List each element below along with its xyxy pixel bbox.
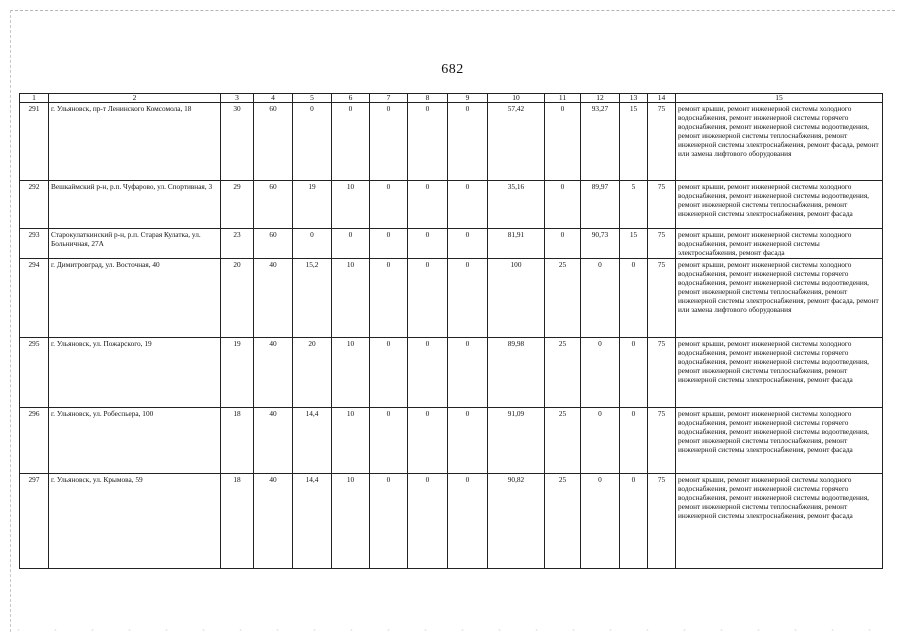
table-row [20,474,883,569]
table-row [20,103,883,181]
numeric-cell: 0 [620,474,648,569]
numeric-cell: 18 [221,474,254,569]
numeric-cell: 0 [620,408,648,474]
numeric-cell: 57,42 [488,103,545,181]
column-header: 9 [448,94,488,103]
column-header: 1 [20,94,49,103]
numeric-cell: 19 [293,181,332,229]
numeric-cell: 60 [254,181,293,229]
header-row [20,94,883,103]
table-row [20,259,883,338]
column-header: 15 [676,94,883,103]
column-header: 8 [408,94,448,103]
address-cell: г. Ульяновск, ул. Крымова, 59 [49,474,221,569]
numeric-cell: 14,4 [293,408,332,474]
numeric-cell: 90,73 [581,229,620,259]
works-list-cell: ремонт крыши, ремонт инженерной системы холодного водоснабжения, ремонт инженерной системы горячего водоснабжения, ремонт инженерной системы водоотведения, ремонт инженерной системы теплоснабжения, ремонт инженерной системы электроснабжения, ремонт фасада [676,474,883,569]
numeric-cell: 0 [408,474,448,569]
works-list-cell: ремонт крыши, ремонт инженерной системы холодного водоснабжения, ремонт инженерной системы горячего водоснабжения, ремонт инженерной системы водоотведения, ремонт инженерной системы теплоснабжения, ремонт инженерной системы электроснабжения, ремонт фасада, ремонт или замена лифтового оборудования [676,103,883,181]
numeric-cell: 19 [221,338,254,408]
numeric-cell: 0 [545,229,581,259]
numeric-cell: 40 [254,474,293,569]
numeric-cell: 0 [332,229,370,259]
row-number-cell: 294 [20,259,49,338]
column-header: 2 [49,94,221,103]
numeric-cell: 15 [620,229,648,259]
numeric-cell: 0 [332,103,370,181]
numeric-cell: 40 [254,408,293,474]
column-header: 6 [332,94,370,103]
numeric-cell: 0 [293,103,332,181]
column-header: 5 [293,94,332,103]
numeric-cell: 0 [370,408,408,474]
numeric-cell: 0 [370,103,408,181]
table-row [20,338,883,408]
numeric-cell: 75 [648,229,676,259]
column-header: 10 [488,94,545,103]
numeric-cell: 0 [448,259,488,338]
works-list-cell: ремонт крыши, ремонт инженерной системы холодного водоснабжения, ремонт инженерной системы водоотведения, ремонт инженерной системы теплоснабжения, ремонт инженерной системы электроснабжения, ремонт фасада [676,181,883,229]
works-list-cell: ремонт крыши, ремонт инженерной системы холодного водоснабжения, ремонт инженерной системы горячего водоснабжения, ремонт инженерной системы водоотведения, ремонт инженерной системы теплоснабжения, ремонт инженерной системы электроснабжения, ремонт фасада [676,408,883,474]
numeric-cell: 23 [221,229,254,259]
numeric-cell: 75 [648,338,676,408]
works-list-cell: ремонт крыши, ремонт инженерной системы холодного водоснабжения, ремонт инженерной системы горячего водоснабжения, ремонт инженерной системы водоотведения, ремонт инженерной системы теплоснабжения, ремонт инженерной системы электроснабжения, ремонт фасада, ремонт или замена лифтового оборудования [676,259,883,338]
numeric-cell: 0 [581,474,620,569]
numeric-cell: 29 [221,181,254,229]
table-row [20,229,883,259]
numeric-cell: 10 [332,474,370,569]
numeric-cell: 25 [545,338,581,408]
numeric-cell: 0 [408,181,448,229]
numeric-cell: 0 [370,474,408,569]
scan-noise [0,626,905,634]
numeric-cell: 75 [648,408,676,474]
works-list-cell: ремонт крыши, ремонт инженерной системы холодного водоснабжения, ремонт инженерной системы горячего водоснабжения, ремонт инженерной системы водоотведения, ремонт инженерной системы теплоснабжения, ремонт инженерной системы электроснабжения, ремонт фасада [676,338,883,408]
numeric-cell: 0 [545,103,581,181]
numeric-cell: 35,16 [488,181,545,229]
address-cell: г. Димитровград, ул. Восточная, 40 [49,259,221,338]
numeric-cell: 20 [293,338,332,408]
numeric-cell: 89,98 [488,338,545,408]
numeric-cell: 0 [448,474,488,569]
table-row [20,181,883,229]
numeric-cell: 25 [545,474,581,569]
row-number-cell: 297 [20,474,49,569]
numeric-cell: 25 [545,408,581,474]
numeric-cell: 10 [332,408,370,474]
table-row [20,408,883,474]
numeric-cell: 5 [620,181,648,229]
numeric-cell: 90,82 [488,474,545,569]
numeric-cell: 10 [332,338,370,408]
numeric-cell: 75 [648,103,676,181]
numeric-cell: 0 [293,229,332,259]
numeric-cell: 0 [408,259,448,338]
works-list-cell: ремонт крыши, ремонт инженерной системы холодного водоснабжения, ремонт инженерной системы электроснабжения, ремонт фасада [676,229,883,259]
column-header: 14 [648,94,676,103]
column-header: 4 [254,94,293,103]
row-number-cell: 295 [20,338,49,408]
numeric-cell: 0 [408,229,448,259]
numeric-cell: 75 [648,259,676,338]
numeric-cell: 100 [488,259,545,338]
numeric-cell: 0 [370,259,408,338]
numeric-cell: 0 [370,338,408,408]
column-header: 13 [620,94,648,103]
numeric-cell: 93,27 [581,103,620,181]
column-header: 12 [581,94,620,103]
column-header: 3 [221,94,254,103]
numeric-cell: 0 [370,229,408,259]
numeric-cell: 18 [221,408,254,474]
numeric-cell: 0 [620,338,648,408]
numeric-cell: 10 [332,259,370,338]
numeric-cell: 0 [581,259,620,338]
numeric-cell: 81,91 [488,229,545,259]
row-number-cell: 292 [20,181,49,229]
numeric-cell: 75 [648,474,676,569]
row-number-cell: 291 [20,103,49,181]
numeric-cell: 0 [448,338,488,408]
numeric-cell: 40 [254,259,293,338]
numeric-cell: 20 [221,259,254,338]
numeric-cell: 40 [254,338,293,408]
numeric-cell: 89,97 [581,181,620,229]
row-number-cell: 296 [20,408,49,474]
address-cell: г. Ульяновск, пр-т Ленинского Комсомола, 18 [49,103,221,181]
row-number-cell: 293 [20,229,49,259]
numeric-cell: 0 [581,338,620,408]
address-cell: Старокулаткинский р-н, р.п. Старая Кулатка, ул. Больничная, 27А [49,229,221,259]
numeric-cell: 0 [448,103,488,181]
numeric-cell: 60 [254,229,293,259]
numeric-cell: 15,2 [293,259,332,338]
numeric-cell: 0 [620,259,648,338]
numeric-cell: 10 [332,181,370,229]
numeric-cell: 91,09 [488,408,545,474]
numeric-cell: 15 [620,103,648,181]
numeric-cell: 0 [448,408,488,474]
numeric-cell: 30 [221,103,254,181]
numeric-cell: 60 [254,103,293,181]
numeric-cell: 0 [581,408,620,474]
repair-registry-table [19,93,883,569]
numeric-cell: 75 [648,181,676,229]
numeric-cell: 0 [448,181,488,229]
numeric-cell: 0 [408,338,448,408]
numeric-cell: 0 [448,229,488,259]
numeric-cell: 14,4 [293,474,332,569]
column-header: 11 [545,94,581,103]
numeric-cell: 25 [545,259,581,338]
address-cell: Вешкаймский р-н, р.п. Чуфарово, ул. Спортивная, 3 [49,181,221,229]
address-cell: г. Ульяновск, ул. Пожарского, 19 [49,338,221,408]
address-cell: г. Ульяновск, ул. Робеспьера, 100 [49,408,221,474]
page-number: 682 [441,62,464,77]
numeric-cell: 0 [545,181,581,229]
numeric-cell: 0 [408,408,448,474]
numeric-cell: 0 [370,181,408,229]
numeric-cell: 0 [408,103,448,181]
column-header: 7 [370,94,408,103]
